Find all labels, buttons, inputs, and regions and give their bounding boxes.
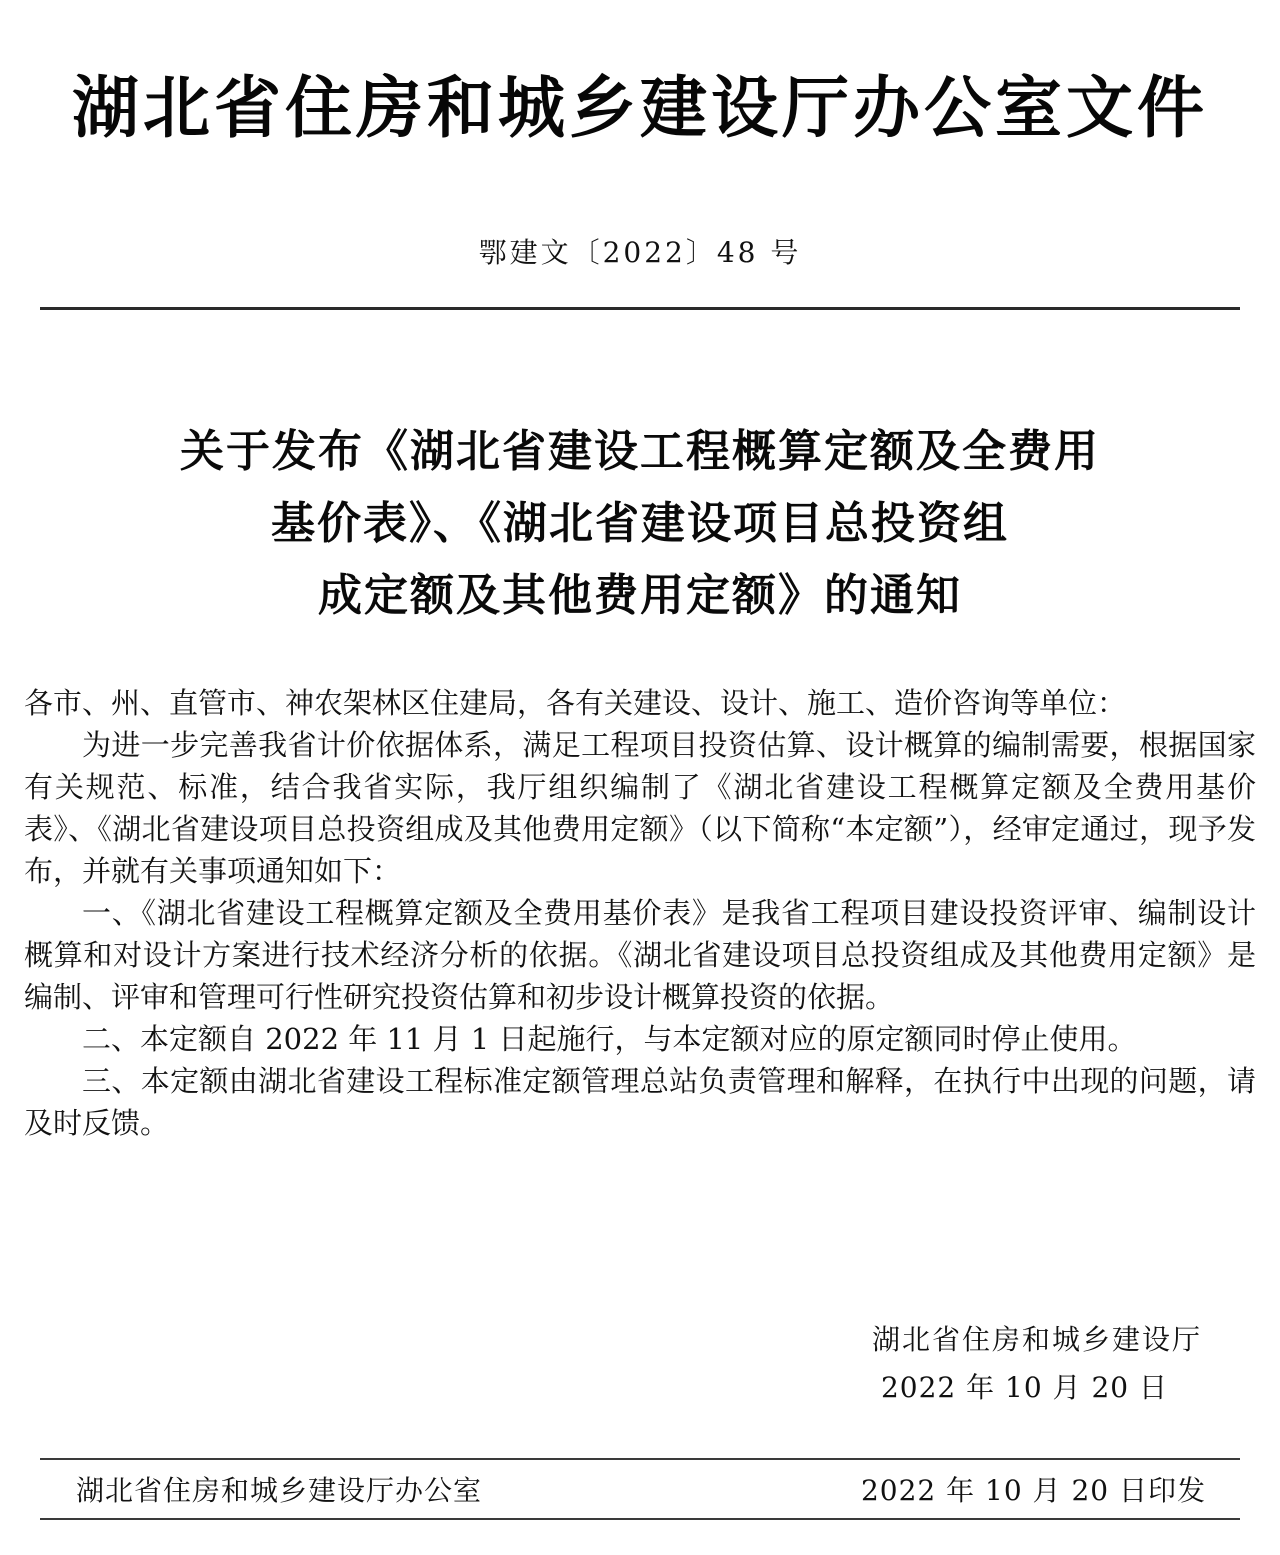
signature-organization: 湖北省住房和城乡建设厅 <box>871 1323 1202 1356</box>
notice-title <box>0 416 1280 632</box>
document-header-title: 湖北省住房和城乡建设厅办公室文件 <box>72 68 1208 147</box>
notice-title-line-2: 基价表》、《湖北省建设项目总投资组 <box>271 498 1009 549</box>
body-paragraph-item-1: 一、《湖北省建设工程概算定额及全费用基价表》是我省工程项目建设投资评审、编制设计概算和对设计方案进行技术经济分析的依据。《湖北省建设项目总投资组成及其他费用定额》是编制、评审和管理可行性研究投资估算和初步设计概算投资的依据。 <box>24 896 1256 1014</box>
notice-title-line-1: 关于发布《湖北省建设工程概算定额及全费用 <box>180 426 1100 477</box>
signature-date: 2022 年 10 月 20 日 <box>880 1371 1168 1404</box>
header-divider-line <box>40 307 1240 310</box>
footer-issuer-office: 湖北省住房和城乡建设厅办公室 <box>76 1474 483 1507</box>
document-number: 鄂建文〔2022〕48 号 <box>478 236 802 269</box>
body-paragraph-intro: 为进一步完善我省计价依据体系，满足工程项目投资估算、设计概算的编制需要，根据国家有关规范、标准，结合我省实际，我厅组织编制了《湖北省建设工程概算定额及全费用基价表》、《湖北省建设项目总投资组成及其他费用定额》（以下简称“本定额”），经审定通过，现予发布，并就有关事项通知如下： <box>24 728 1256 888</box>
body-paragraph-item-3: 三、本定额由湖北省建设工程标准定额管理总站负责管理和解释，在执行中出现的问题，请及时反馈。 <box>24 1064 1256 1140</box>
signature-block <box>0 1319 1280 1409</box>
body-paragraph-item-2: 二、本定额自 2022 年 11 月 1 日起施行，与本定额对应的原定额同时停止使用。 <box>82 1022 1137 1056</box>
document-footer <box>40 1458 1240 1520</box>
salutation-line: 各市、州、直管市、神农架林区住建局，各有关建设、设计、施工、造价咨询等单位： <box>24 686 1127 720</box>
notice-body <box>24 682 1256 1144</box>
footer-print-date: 2022 年 10 月 20 日印发 <box>860 1474 1206 1507</box>
notice-title-line-3: 成定额及其他费用定额》的通知 <box>318 570 962 621</box>
